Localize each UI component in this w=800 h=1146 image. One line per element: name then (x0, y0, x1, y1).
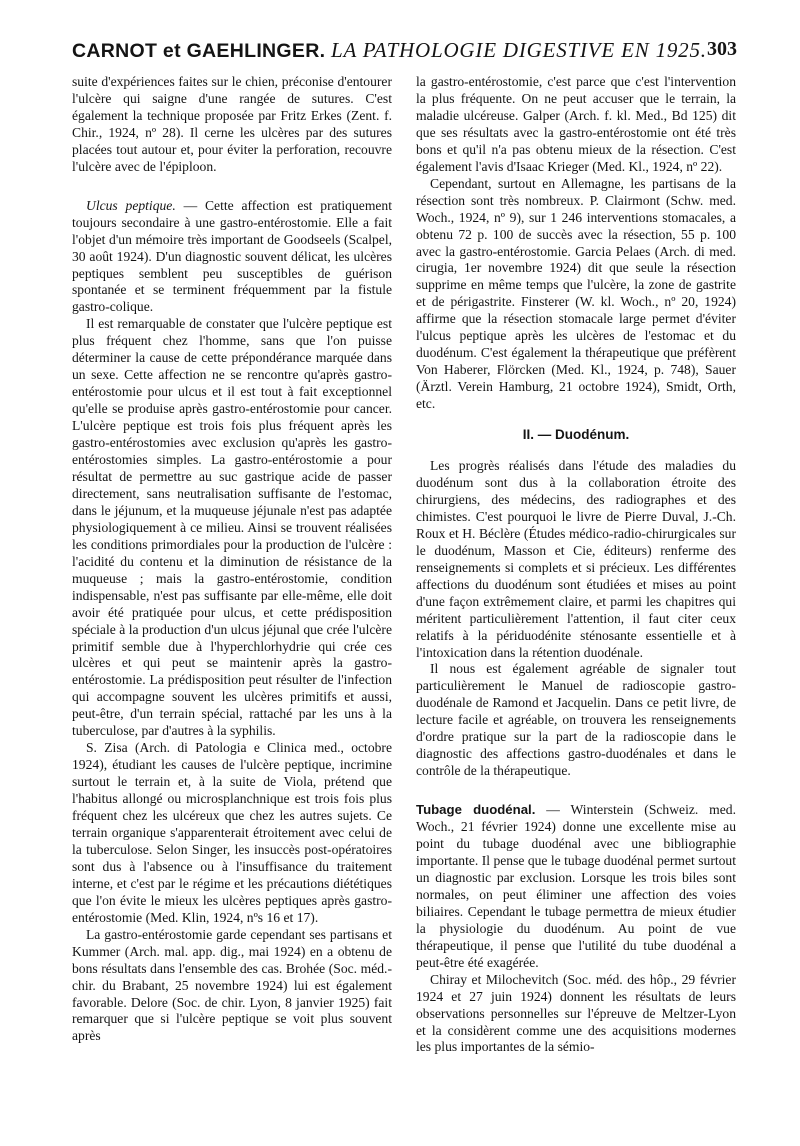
section-heading: II. — Duodénum. (522, 427, 630, 443)
paragraph: La gastro-entérostomie garde cependant ses partisans et Kummer (Arch. mal. app. dig., mai 1924) en a obtenu de bons résultats dans l'ensemble des cas. Brohée (Soc. méd.-chir. du Brabant, 25 novembre 1924) lui est également favorable. Delore (Soc. de chir. Lyon, 8 janvier 1925) fait remarquer que si l'ulcère peptique se voit plus souvent après (72, 926, 392, 1044)
left-column (72, 74, 392, 1045)
paragraph: Cependant, surtout en Allemagne, les partisans de la résection sont très nombreux. P. Clairmont (Schw. med. Woch., 1924, nº 9), sur 1 246 interventions stomacales, a obtenu 72 p. 100 de succès avec la résection, 55 p. 100 avec la gastro-entérostomie. Garcia Pelaes (Arch. di med. cirugia, 1er novembre 1924) dit que seule la résection supprime en même temps que l'ulcère, la zone de gastrite et de périgastrite. Finsterer (W. kl. Woch., nº 20, 1924) affirme que la résection stomacale large permet d'éviter l'ulcus peptique après les ulcères de l'estomac et du duodénum. C'est également la thérapeutique que préfèrent Von Haberer, Flörcken (Med. Kl., 1924, p. 748), Sauer (Ärztl. Verein Hamburg, 21 octobre 1924), Smidt, Orth, etc. (416, 175, 736, 412)
paragraph: Les progrès réalisés dans l'étude des maladies du duodénum sont dus à la collaboration étroite des chirurgiens, des médecins, des radiographes et des chimistes. C'est pourquoi le livre de Pierre Duval, J.-Ch. Roux et H. Béclère (Études médico-radio-chirurgicales sur le duodénum, Masson et Cie, éditeurs) renferme des renseignements si complets et si précieux. Les différentes affections du duodénum sont étudiées et mises au point d'une façon extrêmement claire, et parmi les chapitres qui méritent particulièrement l'attention, il faut citer ceux relatifs à la périduodénite sténosante essentielle et à l'intoxication dans la rétention duodénale. (416, 458, 736, 660)
paragraph: Chiray et Milochevitch (Soc. méd. des hôp., 29 février 1924 et 27 juin 1924) donnent les résultats de leurs observations personnelles sur l'épreuve de Meltzer-Lyon et la considèrent comme une des acquisitions modernes les plus importantes de la sémio- (416, 971, 736, 1055)
paragraph-lead: Ulcus peptique. (86, 197, 176, 213)
paragraph-tubage (416, 802, 736, 972)
paragraph: la gastro-entérostomie, c'est parce que c'est l'intervention la plus fréquente. On ne peut accuser que le terrain, la maladie ulcéreuse. Galper (Arch. f. kl. Med., Bd 125) dit que ses résultats avec la gastro-entérostomie ont été très bons et qu'il n'a pas obtenu mieux de la résection. C'est également l'avis d'Isaac Krieger (Med. Kl., 1924, nº 22). (416, 74, 736, 174)
paragraph: Il nous est également agréable de signaler tout particulièrement le Manuel de radioscopie gastro-duodénale de Ramond et Jacquelin. Dans ce petit livre, de lecture facile et agréable, on trouvera les renseignements d'ordre pratique sur la part de la radioscopie dans le diagnostic des affections gastro-duodénales et dans le contrôle de la thérapeutique. (416, 661, 736, 779)
running-head (72, 38, 707, 63)
header-title: LA PATHOLOGIE DIGESTIVE EN 1925. (331, 38, 707, 62)
paragraph-lead: Tubage duodénal. (416, 802, 536, 818)
page-number: 303 (707, 38, 737, 60)
paragraph-ulcus-peptique (72, 198, 392, 317)
paragraph-body: — Cette affection est pratiquement toujours secondaire à une gastro-entérostomie. Elle a fait l'objet d'un mémoire très important de Goodseels (Scalpel, 30 août 1924). D'un diagnostic souvent délicat, les ulcères peptiques semblent peu susceptibles de guérison spontanée et se terminent fréquemment par la fistule gastro-colique. (72, 197, 392, 315)
paragraph-body: — Winterstein (Schweiz. med. Woch., 21 février 1924) donne une excellente mise au point du tubage duodénal avec une bibliographie importante. Il pense que le tubage duodénal permet surtout un diagnostic par exclusion. Lorsque les trois biles sont normales, on peut éliminer une affection des voies biliaires. Cependant le tubage permettra de mieux étudier la physiologie du duodénum. Au point de vue thérapeutique, il pense que l'utilité du tube duodénal a peut-être été exagérée. (416, 802, 736, 970)
right-column (416, 74, 736, 1056)
header-authors: CARNOT et GAEHLINGER. (72, 40, 326, 62)
page-header (72, 38, 737, 66)
paragraph: S. Zisa (Arch. di Patologia e Clinica med., octobre 1924), étudiant les causes de l'ulcère peptique, incrimine surtout le terrain et, à la suite de Viola, prétend que l'habitus allongé ou microsplanchnique est trois fois plus fréquent chez les ulcéreux que chez les autres sujets. Ce terrain organique s'apparenterait étroitement avec celui de la tuberculose. Selon Singer, les insuccès post-opératoires sont dus à l'absence ou à l'insuffisance du traitement interne, et c'est par le régime et les précautions diététiques que l'on évite le mieux les ulcères peptiques après gastro-entérostomie (Med. Klin, 1924, nºs 16 et 17). (72, 740, 392, 925)
paragraph: Il est remarquable de constater que l'ulcère peptique est plus fréquent chez l'homme, sans que l'on puisse déterminer la cause de cette prépondérance marquée dans un sexe. Cette affection ne se rencontre qu'après gastro-entérostomie pour ulcus et il est tout à fait exceptionnel qu'elle se produise après gastro-entérostomie pour cancer. L'ulcère peptique est trois fois plus fréquent après les gastro-entérostomies avec exclusion qu'après les gastro-entérostomies simples. La gastro-entérostomie a pour résultat de permettre au suc gastrique acide de passer directement, sans neutralisation suffisante de l'estomac, dans le jéjunum, et la muqueuse jéjunale n'est pas adaptée physiologiquement à ce milieu. Ainsi se trouvent réalisées les conditions primordiales pour la production de l'ulcère : l'acidité du contenu et la diminution de résistance de la muqueuse ; mais la gastro-entérostomie, condition indispensable, n'est pas suffisante par elle-même, elle doit avoir été pratiquée pour ulcus, et cette prédisposition spéciale à la production d'un ulcus jéjunal que crée l'ulcère primitif semble due à l'hyperchlorhydrie qui crée ces ulcères et qui peut se maintenir après la gastro-entérostomie. La prédisposition peut résulter de l'infection qui accompagne souvent les ulcères primitifs et aussi, peut-être, d'un terrain spécial, rattaché par les uns à la tuberculose, par d'autres à la syphilis. (72, 316, 392, 739)
paragraph: suite d'expériences faites sur le chien, préconise d'entourer l'ulcère qui saigne d'une rangée de sutures. C'est également la technique proposée par Fritz Erkes (Zent. f. Chir., 1924, nº 28). Il cerne les ulcères par des sutures placées tout autour et, pour éviter la perforation, recouvre l'ulcère avec de l'épiploon. (72, 74, 392, 174)
